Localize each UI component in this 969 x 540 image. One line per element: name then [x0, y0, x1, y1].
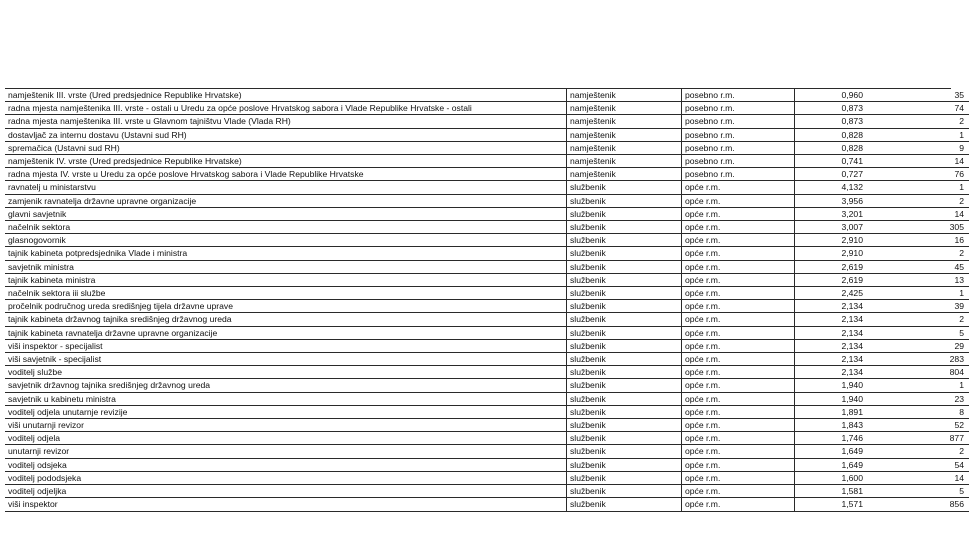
cell-coefficient: 2,619 [795, 273, 867, 286]
cell-position-category: opće r.m. [682, 273, 795, 286]
cell-coefficient: 2,910 [795, 247, 867, 260]
table-row [5, 432, 969, 445]
cell-coefficient: 0,727 [795, 168, 867, 181]
cell-employee-type: namještenik [567, 115, 682, 128]
cell-employee-type: namještenik [567, 168, 682, 181]
cell-count: 39 [866, 300, 969, 313]
cell-position-category: opće r.m. [682, 366, 795, 379]
cell-position-title: tajnik kabineta potpredsjednika Vlade i ministra [5, 247, 567, 260]
cell-position-category: opće r.m. [682, 234, 795, 247]
cell-coefficient: 1,940 [795, 379, 867, 392]
cell-position-title: namještenik IV. vrste (Ured predsjednice Republike Hrvatske) [5, 155, 567, 168]
cell-position-category: opće r.m. [682, 405, 795, 418]
cell-employee-type: službenik [567, 273, 682, 286]
cell-position-title: viši unutarnji revizor [5, 419, 567, 432]
positions-table [5, 89, 969, 512]
cell-position-title: savjetnik u kabinetu ministra [5, 392, 567, 405]
cell-position-category: opće r.m. [682, 194, 795, 207]
cell-coefficient: 2,619 [795, 260, 867, 273]
cell-position-title: unutarnji revizor [5, 445, 567, 458]
cell-position-category: opće r.m. [682, 458, 795, 471]
cell-employee-type: službenik [567, 458, 682, 471]
table-row [5, 326, 969, 339]
cell-count: 14 [866, 155, 969, 168]
cell-coefficient: 2,134 [795, 300, 867, 313]
cell-employee-type: namještenik [567, 128, 682, 141]
cell-count: 74 [866, 102, 969, 115]
cell-count: 9 [866, 141, 969, 154]
cell-coefficient: 1,940 [795, 392, 867, 405]
cell-coefficient: 3,201 [795, 207, 867, 220]
table-row [5, 353, 969, 366]
cell-position-category: opće r.m. [682, 432, 795, 445]
table-row [5, 155, 969, 168]
cell-count: 2 [866, 194, 969, 207]
table-row [5, 339, 969, 352]
cell-position-category: opće r.m. [682, 392, 795, 405]
table-row [5, 379, 969, 392]
cell-count: 13 [866, 273, 969, 286]
cell-position-title: voditelj službe [5, 366, 567, 379]
table-row [5, 471, 969, 484]
cell-coefficient: 0,828 [795, 128, 867, 141]
cell-coefficient: 0,960 [795, 89, 867, 102]
cell-employee-type: namještenik [567, 141, 682, 154]
cell-position-title: radna mjesta namještenika III. vrste - ostali u Uredu za opće poslove Hrvatskog sabora i Vlade Republike Hrvatske - ostali [5, 102, 567, 115]
cell-position-category: posebno r.m. [682, 115, 795, 128]
table-row [5, 128, 969, 141]
table-row [5, 181, 969, 194]
cell-position-category: opće r.m. [682, 181, 795, 194]
cell-position-title: savjetnik ministra [5, 260, 567, 273]
cell-position-title: radna mjesta namještenika III. vrste u Glavnom tajništvu Vlade (Vlada RH) [5, 115, 567, 128]
cell-coefficient: 1,891 [795, 405, 867, 418]
cell-employee-type: službenik [567, 353, 682, 366]
cell-coefficient: 1,649 [795, 458, 867, 471]
cell-count: 8 [866, 405, 969, 418]
cell-position-category: opće r.m. [682, 326, 795, 339]
cell-position-category: opće r.m. [682, 485, 795, 498]
cell-employee-type: namještenik [567, 89, 682, 102]
cell-employee-type: službenik [567, 405, 682, 418]
cell-coefficient: 0,741 [795, 155, 867, 168]
cell-position-title: radna mjesta IV. vrste u Uredu za opće poslove Hrvatskog sabora i Vlade Republike Hrvatske [5, 168, 567, 181]
cell-coefficient: 1,581 [795, 485, 867, 498]
cell-coefficient: 1,571 [795, 498, 867, 511]
table-row [5, 141, 969, 154]
table-row [5, 458, 969, 471]
cell-count: 2 [866, 247, 969, 260]
cell-position-category: opće r.m. [682, 471, 795, 484]
cell-employee-type: službenik [567, 445, 682, 458]
cell-coefficient: 3,007 [795, 221, 867, 234]
table-row [5, 221, 969, 234]
table-row [5, 247, 969, 260]
cell-employee-type: službenik [567, 207, 682, 220]
table-row [5, 260, 969, 273]
cell-count: 5 [866, 326, 969, 339]
cell-count: 2 [866, 445, 969, 458]
cell-employee-type: službenik [567, 234, 682, 247]
table-row [5, 287, 969, 300]
cell-count: 877 [866, 432, 969, 445]
cell-position-title: savjetnik državnog tajnika središnjeg državnog ureda [5, 379, 567, 392]
table-row [5, 273, 969, 286]
cell-employee-type: službenik [567, 326, 682, 339]
cell-count: 45 [866, 260, 969, 273]
cell-employee-type: službenik [567, 287, 682, 300]
table-row [5, 168, 969, 181]
cell-employee-type: službenik [567, 181, 682, 194]
cell-employee-type: službenik [567, 313, 682, 326]
cell-coefficient: 0,873 [795, 115, 867, 128]
table-row [5, 485, 969, 498]
cell-position-category: posebno r.m. [682, 141, 795, 154]
cell-count: 283 [866, 353, 969, 366]
cell-count: 54 [866, 458, 969, 471]
cell-position-title: voditelj odjela [5, 432, 567, 445]
cell-count: 16 [866, 234, 969, 247]
table-row [5, 194, 969, 207]
table-row [5, 419, 969, 432]
spreadsheet-table [5, 89, 964, 510]
cell-position-category: posebno r.m. [682, 89, 795, 102]
cell-count: 23 [866, 392, 969, 405]
cell-coefficient: 1,843 [795, 419, 867, 432]
table-row [5, 366, 969, 379]
cell-count: 1 [866, 128, 969, 141]
cell-position-category: posebno r.m. [682, 155, 795, 168]
cell-coefficient: 1,600 [795, 471, 867, 484]
table-row [5, 405, 969, 418]
cell-employee-type: službenik [567, 392, 682, 405]
cell-coefficient: 2,134 [795, 326, 867, 339]
cell-position-title: tajnik kabineta ravnatelja državne upravne organizacije [5, 326, 567, 339]
cell-count: 1 [866, 379, 969, 392]
table-row [5, 445, 969, 458]
cell-employee-type: službenik [567, 194, 682, 207]
cell-coefficient: 2,910 [795, 234, 867, 247]
cell-position-category: opće r.m. [682, 247, 795, 260]
cell-position-category: opće r.m. [682, 353, 795, 366]
cell-position-category: opće r.m. [682, 445, 795, 458]
cell-coefficient: 0,828 [795, 141, 867, 154]
cell-count: 2 [866, 313, 969, 326]
cell-count: 1 [866, 287, 969, 300]
cell-position-title: voditelj odjeljka [5, 485, 567, 498]
cell-count: 35 [866, 89, 969, 102]
table-row [5, 115, 969, 128]
cell-coefficient: 1,649 [795, 445, 867, 458]
cell-employee-type: službenik [567, 300, 682, 313]
cell-position-category: opće r.m. [682, 339, 795, 352]
cell-count: 29 [866, 339, 969, 352]
cell-position-category: opće r.m. [682, 379, 795, 392]
cell-employee-type: službenik [567, 221, 682, 234]
cell-position-title: voditelj pododsjeka [5, 471, 567, 484]
table-row [5, 89, 969, 102]
cell-employee-type: službenik [567, 260, 682, 273]
cell-position-title: namještenik III. vrste (Ured predsjednice Republike Hrvatske) [5, 89, 567, 102]
cell-employee-type: službenik [567, 379, 682, 392]
table-row [5, 313, 969, 326]
cell-coefficient: 2,134 [795, 366, 867, 379]
cell-count: 14 [866, 471, 969, 484]
cell-position-category: opće r.m. [682, 221, 795, 234]
cell-position-category: opće r.m. [682, 287, 795, 300]
cell-coefficient: 3,956 [795, 194, 867, 207]
cell-position-category: opće r.m. [682, 313, 795, 326]
cell-count: 1 [866, 181, 969, 194]
cell-position-category: posebno r.m. [682, 168, 795, 181]
cell-count: 856 [866, 498, 969, 511]
cell-position-title: dostavljač za internu dostavu (Ustavni sud RH) [5, 128, 567, 141]
cell-employee-type: službenik [567, 432, 682, 445]
cell-position-title: glavni savjetnik [5, 207, 567, 220]
cell-coefficient: 2,134 [795, 353, 867, 366]
cell-position-title: viši inspektor [5, 498, 567, 511]
cell-position-title: načelnik sektora iii službe [5, 287, 567, 300]
cell-position-title: tajnik kabineta ministra [5, 273, 567, 286]
cell-position-title: glasnogovornik [5, 234, 567, 247]
cell-position-title: viši inspektor - specijalist [5, 339, 567, 352]
cell-coefficient: 0,873 [795, 102, 867, 115]
cell-employee-type: službenik [567, 498, 682, 511]
cell-position-category: posebno r.m. [682, 128, 795, 141]
table-row [5, 498, 969, 511]
cell-count: 2 [866, 115, 969, 128]
cell-count: 804 [866, 366, 969, 379]
cell-position-category: opće r.m. [682, 498, 795, 511]
cell-position-category: opće r.m. [682, 419, 795, 432]
cell-employee-type: službenik [567, 471, 682, 484]
cell-position-title: pročelnik područnog ureda središnjeg tijela državne uprave [5, 300, 567, 313]
cell-employee-type: službenik [567, 247, 682, 260]
cell-coefficient: 2,134 [795, 313, 867, 326]
cell-position-title: voditelj odsjeka [5, 458, 567, 471]
cell-count: 305 [866, 221, 969, 234]
cell-position-category: opće r.m. [682, 207, 795, 220]
cell-count: 5 [866, 485, 969, 498]
table-row [5, 102, 969, 115]
cell-position-title: ravnatelj u ministarstvu [5, 181, 567, 194]
cell-position-title: viši savjetnik - specijalist [5, 353, 567, 366]
cell-count: 14 [866, 207, 969, 220]
cell-count: 52 [866, 419, 969, 432]
table-body [5, 89, 969, 511]
cell-position-category: opće r.m. [682, 260, 795, 273]
cell-position-title: tajnik kabineta državnog tajnika središnjeg državnog ureda [5, 313, 567, 326]
table-row [5, 300, 969, 313]
cell-coefficient: 2,134 [795, 339, 867, 352]
cell-position-title: načelnik sektora [5, 221, 567, 234]
cell-count: 76 [866, 168, 969, 181]
cell-position-category: opće r.m. [682, 300, 795, 313]
cell-position-title: spremačica (Ustavni sud RH) [5, 141, 567, 154]
table-row [5, 234, 969, 247]
cell-employee-type: službenik [567, 366, 682, 379]
cell-position-title: voditelj odjela unutarnje revizije [5, 405, 567, 418]
cell-coefficient: 4,132 [795, 181, 867, 194]
cell-coefficient: 1,746 [795, 432, 867, 445]
cell-employee-type: službenik [567, 419, 682, 432]
cell-position-title: zamjenik ravnatelja državne upravne organizacije [5, 194, 567, 207]
cell-employee-type: službenik [567, 485, 682, 498]
cell-employee-type: namještenik [567, 155, 682, 168]
table-row [5, 392, 969, 405]
cell-coefficient: 2,425 [795, 287, 867, 300]
cell-employee-type: službenik [567, 339, 682, 352]
table-row [5, 207, 969, 220]
cell-position-category: posebno r.m. [682, 102, 795, 115]
cell-employee-type: namještenik [567, 102, 682, 115]
